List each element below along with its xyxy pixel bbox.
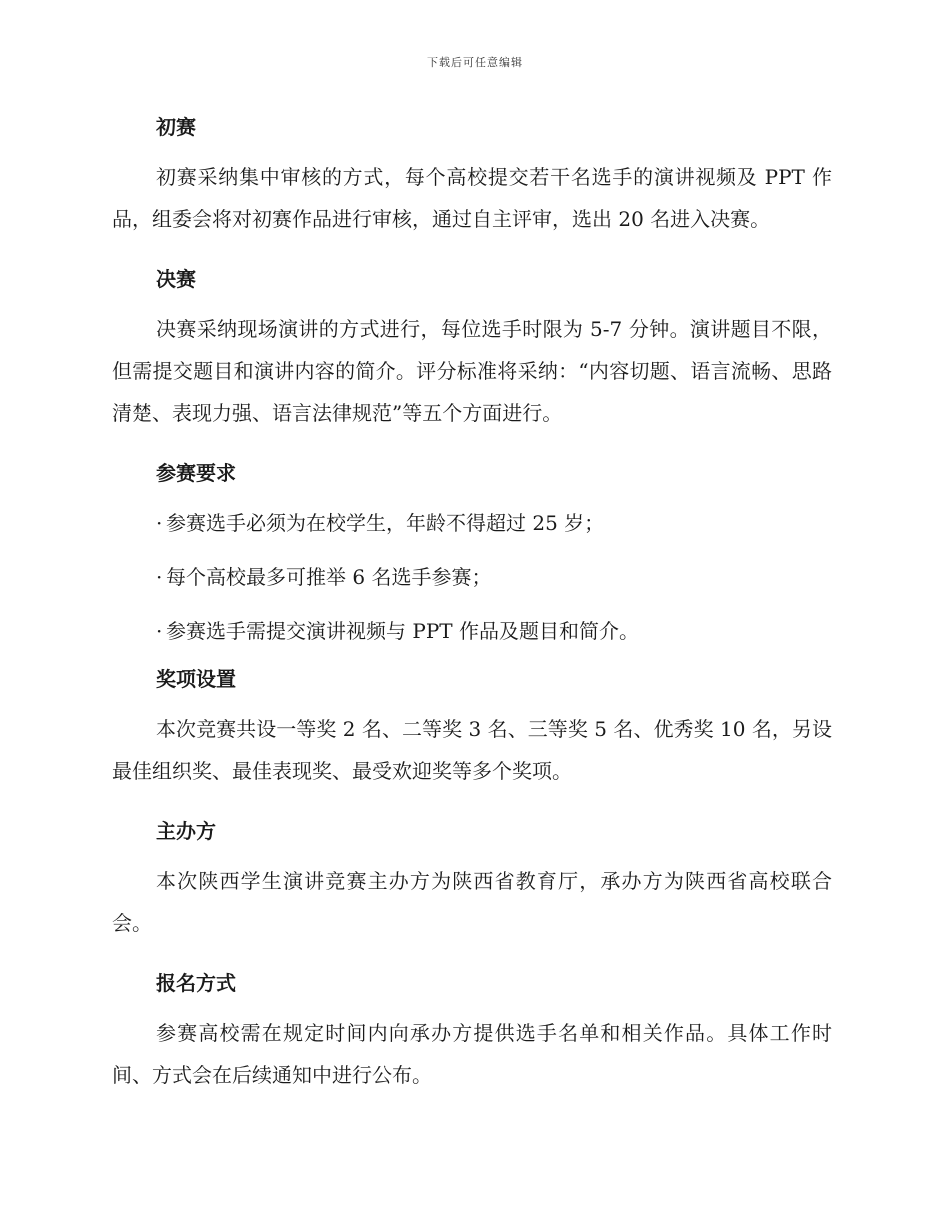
heading-organizer: 主办方 bbox=[156, 819, 216, 843]
page-header: 下载后可任意编辑 bbox=[427, 56, 523, 69]
document-body bbox=[112, 110, 832, 1118]
heading-requirements: 参赛要求 bbox=[156, 461, 236, 485]
heading-final: 决赛 bbox=[156, 267, 196, 291]
requirement-item bbox=[156, 556, 832, 598]
heading-registration: 报名方式 bbox=[156, 971, 236, 995]
paragraph-preliminary: 初赛采纳集中审核的方式，每个高校提交若干名选手的演讲视频及 PPT 作品，组委会将对初赛作品进行审核，通过自主评审，选出 20 名进入决赛。 bbox=[112, 165, 832, 231]
bullet-icon: · bbox=[156, 565, 163, 589]
heading-preliminary: 初赛 bbox=[156, 115, 196, 139]
paragraph-organizer: 本次陕西学生演讲竞赛主办方为陕西省教育厅，承办方为陕西省高校联合会。 bbox=[112, 869, 832, 935]
requirement-text: 每个高校最多可推举 6 名选手参赛； bbox=[166, 565, 492, 589]
requirement-text: 参赛选手必须为在校学生，年龄不得超过 25 岁； bbox=[166, 511, 605, 535]
bullet-icon: · bbox=[156, 511, 163, 535]
requirement-text: 参赛选手需提交演讲视频与 PPT 作品及题目和简介。 bbox=[166, 619, 639, 643]
paragraph-final: 决赛采纳现场演讲的方式进行，每位选手时限为 5-7 分钟。演讲题目不限，但需提交题目和演讲内容的简介。评分标准将采纳：“内容切题、语言流畅、思路清楚、表现力强、语言法律规范”等五个方面进行。 bbox=[112, 317, 832, 425]
bullet-icon: · bbox=[156, 619, 163, 643]
requirement-item bbox=[156, 610, 832, 652]
paragraph-awards: 本次竞赛共设一等奖 2 名、二等奖 3 名、三等奖 5 名、优秀奖 10 名，另设最佳组织奖、最佳表现奖、最受欢迎奖等多个奖项。 bbox=[112, 717, 832, 783]
paragraph-registration: 参赛高校需在规定时间内向承办方提供选手名单和相关作品。具体工作时间、方式会在后续通知中进行公布。 bbox=[112, 1021, 832, 1087]
heading-awards: 奖项设置 bbox=[156, 667, 236, 691]
requirement-item bbox=[156, 502, 832, 544]
